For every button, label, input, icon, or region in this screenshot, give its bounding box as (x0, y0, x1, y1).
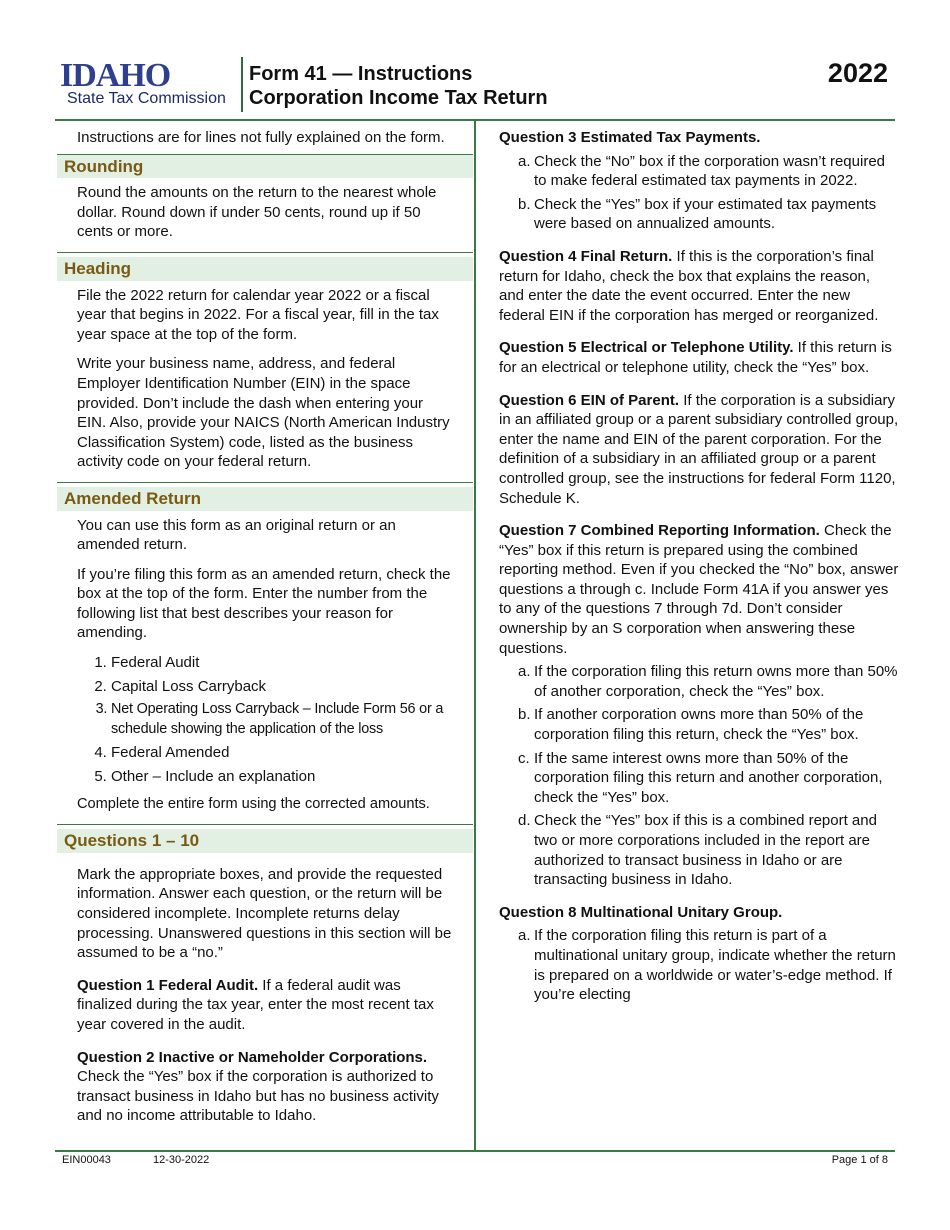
list-marker: a. (518, 152, 531, 170)
question-4-title: Question 4 Final Return. (499, 247, 673, 265)
amended-p3: Complete the entire form using the corrected amounts. (77, 795, 430, 812)
section-heading-heading: Heading (57, 257, 473, 281)
question-7-title: Question 7 Combined Reporting Information. (499, 522, 820, 540)
list-text: Check the “Yes” box if this is a combined report and two or more corporations included in the report are authorized to transact business in Idaho or are transacting business in Idaho. (534, 812, 877, 889)
question-6-title: Question 6 EIN of Parent. (499, 391, 680, 409)
question-4 (499, 247, 899, 325)
question-1-text: If a federal audit was finalized during the tax year, enter the most recent tax year covered in the audit. (77, 976, 434, 1033)
intro-text: Instructions are for lines not fully explained on the form. (77, 129, 445, 146)
list-item (499, 195, 899, 234)
section-heading-amended: Amended Return (57, 487, 473, 511)
list-item: 1. Federal Audit (111, 653, 473, 673)
question-6 (499, 391, 899, 509)
list-text: If the corporation filing this return owns more than 50% of another corporation, check the “Yes” box. (534, 663, 898, 700)
amended-p2: If you’re filing this form as an amended return, check the box at the top of the form. Enter the number from the following list that best describes your reason for amending. (77, 565, 451, 642)
question-3-list (499, 152, 899, 234)
amended-reasons-list (57, 653, 473, 787)
form-title-line1: Form 41 — Instructions (249, 63, 473, 85)
list-text: Check the “No” box if the corporation wasn’t required to make federal estimated tax payments in 2022. (534, 152, 886, 190)
question-2 (77, 1048, 453, 1126)
page-number: Page 1 of 8 (831, 1154, 888, 1166)
column-divider (474, 120, 476, 1150)
section-heading-rounding: Rounding (57, 154, 473, 179)
list-marker: a. (518, 663, 531, 681)
list-marker: b. (518, 195, 531, 213)
page-header (0, 0, 950, 120)
section-separator (57, 482, 473, 483)
question-7 (499, 521, 899, 890)
question-7-list (499, 662, 899, 890)
form-code: EIN00043 (62, 1154, 111, 1166)
list-marker: c. (518, 749, 530, 767)
question-4-text: If this is the corporation’s final return for Idaho, check the box that explains the reason, and enter the date the event occurred. Enter the new federal EIN if the corporation has merged or reorganized. (499, 247, 879, 324)
list-item: 4. Federal Amended (111, 743, 473, 763)
question-7-text: Check the “Yes” box if this return is prepared using the combined reporting method. Even if you checked the “No” box, answer questions a through c. Include Form 41A if you answer yes to any of the questions 7 through 7d. Don’t consider ownership by an S corporation when answering these questions. (499, 522, 899, 657)
list-item: 3. Net Operating Loss Carryback – Include Form 56 or a schedule showing the application of the loss (111, 700, 473, 739)
question-2-title: Question 2 Inactive or Nameholder Corporations. (77, 1048, 428, 1066)
section-amended-body (57, 511, 473, 644)
idaho-logo: IDAHO (60, 57, 171, 94)
question-3 (499, 128, 899, 234)
list-item: 2. Capital Loss Carryback (111, 677, 473, 697)
header-divider (241, 57, 243, 112)
section-separator (57, 824, 473, 825)
questions-p1: Mark the appropriate boxes, and provide the requested information. Answer each question, or the return will be considered incomplete. Incomplete returns delay processing. Unanswered questions in this section will be assumed to be a “no.” (77, 865, 452, 962)
list-text: If the corporation filing this return is part of a multinational unitary group, indicate whether the return is prepared on a worldwide or water’s-edge method. If you’re electing (534, 927, 896, 1004)
list-marker: d. (518, 812, 531, 830)
heading-p2: Write your business name, address, and federal Employer Identification Number (EIN) in the space provided. Don’t include the dash when entering your EIN. Also, provide your NAICS (North American Industry Classification System) code, listed as the business activity code on your federal return. (77, 355, 450, 471)
list-marker: a. (518, 927, 531, 945)
form-title-line2: Corporation Income Tax Return (249, 87, 548, 109)
list-text: If another corporation owns more than 50% of the corporation filing this return, check the “Yes” box. (534, 706, 864, 744)
footer-rule (55, 1150, 895, 1152)
question-3-title: Question 3 Estimated Tax Payments. (499, 129, 761, 146)
list-text: Check the “Yes” box if your estimated tax payments were based on annualized amounts. (534, 195, 877, 233)
question-8-list (499, 926, 899, 1004)
right-column (499, 128, 899, 1018)
tax-year: 2022 (827, 58, 888, 88)
left-column (57, 128, 473, 1139)
list-item (499, 152, 899, 191)
list-item (499, 749, 899, 808)
question-6-text: If the corporation is a subsidiary in an affiliated group or a parent subsidiary controlled group, enter the name and EIN of the parent corporation. For the definition of a subsidiary in an affiliated group or a parent controlled group, see the instructions for federal Form 1120, Schedule K. (499, 391, 899, 507)
logo-subtitle: State Tax Commission (67, 90, 226, 107)
question-5-title: Question 5 Electrical or Telephone Utility. (499, 339, 794, 357)
question-1-title: Question 1 Federal Audit. (77, 976, 259, 994)
section-rounding (57, 178, 473, 242)
amended-p1: You can use this form as an original return or an amended return. (77, 516, 396, 554)
question-8 (499, 903, 899, 1005)
list-item (499, 811, 899, 889)
list-item (499, 705, 899, 744)
revision-date: 12-30-2022 (153, 1154, 210, 1166)
question-5 (499, 338, 899, 377)
list-text: If the same interest owns more than 50% of the corporation filing this return and another corporation, check the “Yes” box. (534, 749, 883, 806)
amended-footer (57, 795, 473, 815)
rounding-text: Round the amounts on the return to the nearest whole dollar. Round down if under 50 cents, round up if 50 cents or more. (77, 184, 437, 241)
section-questions-body (57, 853, 473, 1126)
section-heading-questions: Questions 1 – 10 (57, 829, 473, 853)
section-separator (57, 252, 473, 253)
question-5-text: If this return is for an electrical or telephone utility, check the “Yes” box. (499, 339, 892, 376)
heading-p1: File the 2022 return for calendar year 2022 or a fiscal year that begins in 2022. For a fiscal year, fill in the tax year space at the top of the form. (77, 286, 439, 343)
list-item: 5. Other – Include an explanation (111, 767, 473, 787)
question-2-text: Check the “Yes” box if the corporation is authorized to transact business in Idaho but has no business activity and no income attributable to Idaho. (77, 1068, 439, 1125)
list-marker: b. (518, 706, 531, 724)
list-item (499, 926, 899, 1004)
list-item (499, 662, 899, 701)
section-heading-body (57, 281, 473, 472)
question-8-title: Question 8 Multinational Unitary Group. (499, 903, 783, 921)
question-1 (77, 976, 453, 1035)
form-title (249, 62, 548, 110)
